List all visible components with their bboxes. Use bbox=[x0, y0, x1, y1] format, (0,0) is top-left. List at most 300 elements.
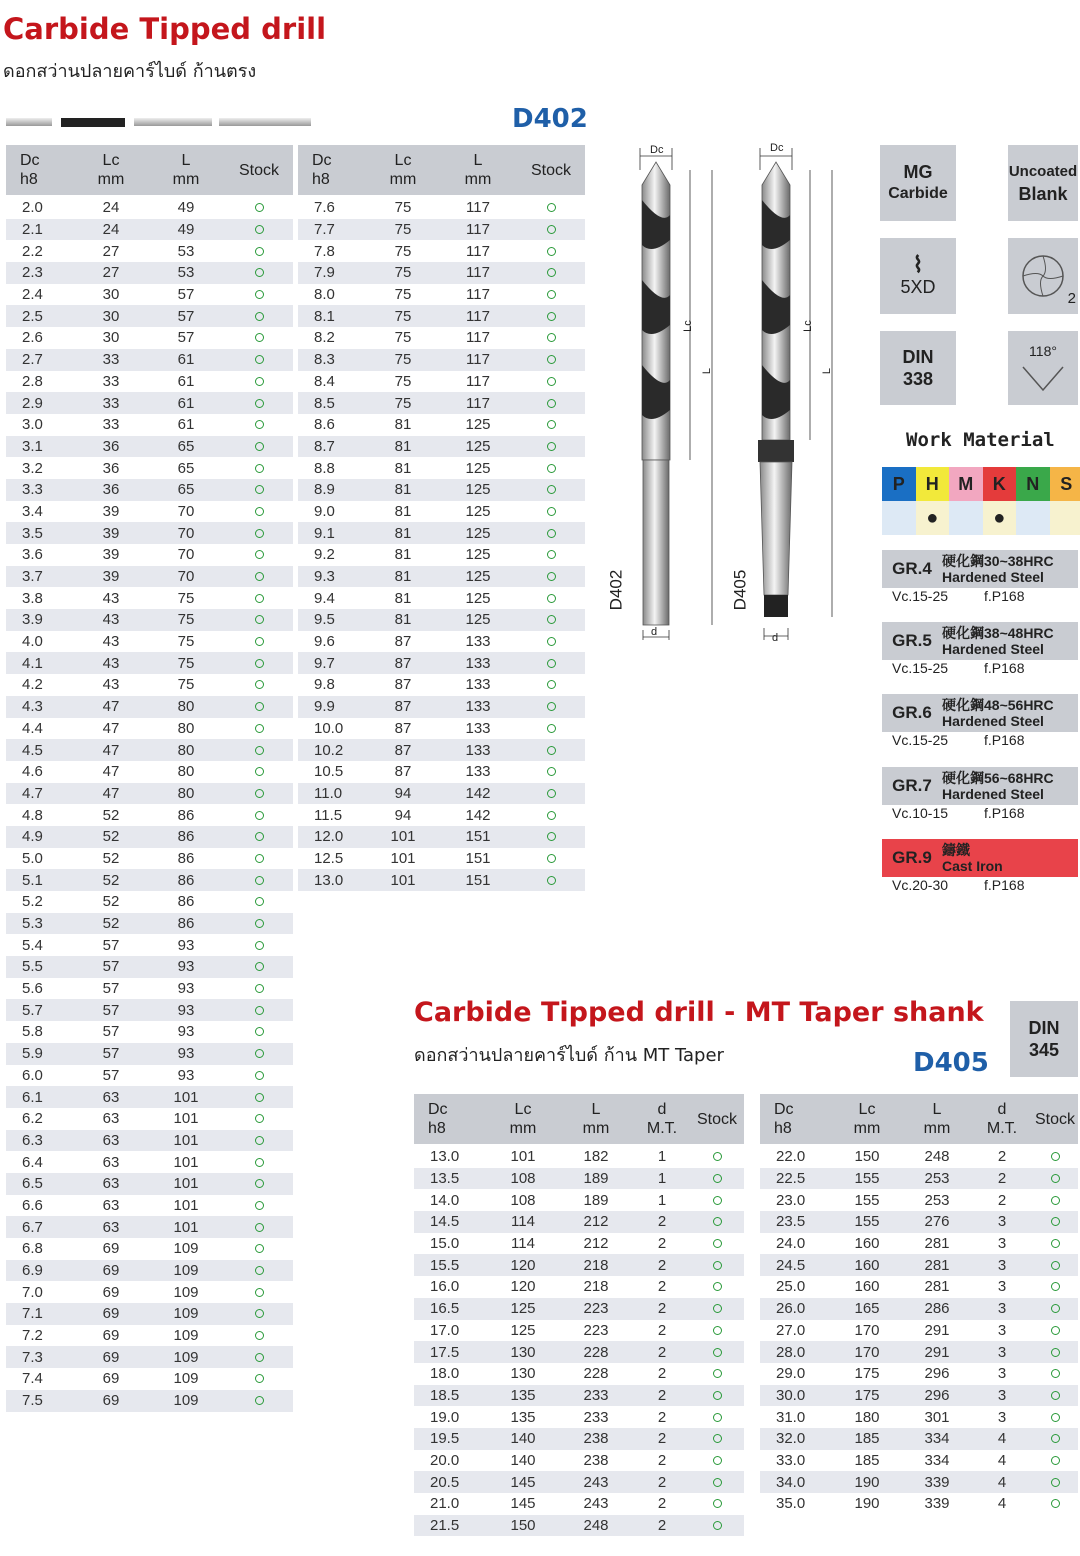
table-cell: 125 bbox=[439, 501, 517, 523]
stock-cell bbox=[1032, 1298, 1078, 1320]
table-cell: 296 bbox=[902, 1385, 972, 1407]
table-cell: 9.2 bbox=[298, 544, 367, 566]
in-stock-icon bbox=[713, 1499, 722, 1508]
table-row bbox=[6, 1216, 293, 1238]
table-cell: 20.0 bbox=[414, 1450, 488, 1472]
in-stock-icon bbox=[255, 203, 264, 212]
in-stock-icon bbox=[255, 464, 264, 473]
table-cell: 36 bbox=[75, 436, 147, 458]
stock-cell bbox=[690, 1298, 744, 1320]
stock-cell bbox=[225, 1303, 293, 1325]
table-cell: 75 bbox=[367, 240, 439, 262]
table-cell: 69 bbox=[75, 1346, 147, 1368]
table-cell: 8.9 bbox=[298, 479, 367, 501]
stock-cell bbox=[690, 1363, 744, 1385]
table-cell: 93 bbox=[147, 999, 225, 1021]
in-stock-icon bbox=[255, 1309, 264, 1318]
in-stock-icon bbox=[255, 507, 264, 516]
stock-cell bbox=[225, 761, 293, 783]
in-stock-icon bbox=[547, 767, 556, 776]
d405-table-left bbox=[414, 1094, 744, 1536]
table-cell: 117 bbox=[439, 240, 517, 262]
stock-cell bbox=[1032, 1211, 1078, 1233]
table-cell: 65 bbox=[147, 436, 225, 458]
in-stock-icon bbox=[713, 1282, 722, 1291]
table-cell: 30 bbox=[75, 284, 147, 306]
table-cell: 24.5 bbox=[760, 1254, 832, 1276]
stock-cell bbox=[225, 1086, 293, 1108]
stock-cell bbox=[690, 1471, 744, 1493]
stock-cell bbox=[517, 305, 585, 327]
stock-cell bbox=[517, 652, 585, 674]
table-cell: 9.5 bbox=[298, 609, 367, 631]
table-cell: 70 bbox=[147, 544, 225, 566]
table-cell: 133 bbox=[439, 696, 517, 718]
table-cell: 6.2 bbox=[6, 1108, 75, 1130]
material-p: P bbox=[882, 467, 916, 501]
in-stock-icon bbox=[255, 919, 264, 928]
grade-block bbox=[882, 694, 1078, 752]
material-k: K bbox=[983, 467, 1017, 501]
table-cell: 281 bbox=[902, 1233, 972, 1255]
in-stock-icon bbox=[713, 1434, 722, 1443]
d405-drawing bbox=[758, 148, 832, 640]
table-cell: 52 bbox=[75, 869, 147, 891]
table-cell: 2 bbox=[634, 1233, 690, 1255]
table-cell: 3.1 bbox=[6, 436, 75, 458]
table-cell: 120 bbox=[488, 1254, 558, 1276]
table-cell: 16.5 bbox=[414, 1298, 488, 1320]
table-row bbox=[298, 869, 585, 891]
in-stock-icon bbox=[255, 1266, 264, 1275]
table-cell: 5.5 bbox=[6, 956, 75, 978]
table-cell: 15.5 bbox=[414, 1254, 488, 1276]
stock-cell bbox=[517, 566, 585, 588]
table-cell: 339 bbox=[902, 1493, 972, 1515]
table-cell: 93 bbox=[147, 978, 225, 1000]
table-row bbox=[6, 934, 293, 956]
table-cell: 133 bbox=[439, 718, 517, 740]
d405-dim-lc: Lc bbox=[801, 320, 814, 332]
table-cell: 75 bbox=[367, 349, 439, 371]
table-row bbox=[414, 1450, 744, 1472]
in-stock-icon bbox=[255, 659, 264, 668]
in-stock-icon bbox=[1051, 1456, 1060, 1465]
table-cell: 223 bbox=[558, 1298, 634, 1320]
grade-jp: 硬化鋼48~56HRC bbox=[942, 697, 1054, 713]
table-cell: 52 bbox=[75, 913, 147, 935]
in-stock-icon bbox=[547, 464, 556, 473]
table-row bbox=[6, 219, 293, 241]
in-stock-icon bbox=[547, 485, 556, 494]
table-cell: 133 bbox=[439, 652, 517, 674]
stock-cell bbox=[690, 1211, 744, 1233]
in-stock-icon bbox=[1051, 1304, 1060, 1313]
col-l bbox=[558, 1094, 634, 1145]
grade-jp: 鑄鐵 bbox=[942, 842, 970, 858]
in-stock-icon bbox=[713, 1369, 722, 1378]
stock-cell bbox=[225, 1368, 293, 1390]
standard-badge-line1: DIN bbox=[902, 347, 934, 367]
table-cell: 13.0 bbox=[414, 1145, 488, 1168]
stock-cell bbox=[690, 1428, 744, 1450]
stock-cell bbox=[1032, 1168, 1078, 1190]
table-cell: 133 bbox=[439, 739, 517, 761]
table-row bbox=[6, 1021, 293, 1043]
d405-drawing-label: D405 bbox=[730, 569, 750, 611]
in-stock-icon bbox=[547, 637, 556, 646]
table-row bbox=[760, 1341, 1078, 1363]
table-cell: 28.0 bbox=[760, 1341, 832, 1363]
in-stock-icon bbox=[547, 268, 556, 277]
table-row bbox=[298, 219, 585, 241]
stock-cell bbox=[225, 1346, 293, 1368]
table-cell: 218 bbox=[558, 1254, 634, 1276]
table-cell: 5.9 bbox=[6, 1043, 75, 1065]
table-cell: 13.0 bbox=[298, 869, 367, 891]
table-cell: 182 bbox=[558, 1145, 634, 1168]
stock-cell bbox=[517, 718, 585, 740]
table-cell: 69 bbox=[75, 1260, 147, 1282]
table-cell: 10.0 bbox=[298, 718, 367, 740]
stock-cell bbox=[225, 891, 293, 913]
in-stock-icon bbox=[255, 442, 264, 451]
grade-jp: 硬化鋼56~68HRC bbox=[942, 770, 1054, 786]
table-cell: 3 bbox=[972, 1298, 1032, 1320]
table-cell: 7.4 bbox=[6, 1368, 75, 1390]
in-stock-icon bbox=[547, 507, 556, 516]
table-cell: 155 bbox=[832, 1189, 902, 1211]
table-row bbox=[298, 718, 585, 740]
in-stock-icon bbox=[255, 962, 264, 971]
table-cell: 2 bbox=[972, 1168, 1032, 1190]
table-cell: 114 bbox=[488, 1233, 558, 1255]
table-row bbox=[298, 240, 585, 262]
table-cell: 334 bbox=[902, 1450, 972, 1472]
table-cell: 6.0 bbox=[6, 1065, 75, 1087]
stock-cell bbox=[225, 1043, 293, 1065]
table-cell: 189 bbox=[558, 1168, 634, 1190]
col-l-label: L bbox=[591, 1101, 601, 1118]
table-cell: 75 bbox=[367, 327, 439, 349]
table-row bbox=[6, 414, 293, 436]
stock-cell bbox=[690, 1233, 744, 1255]
in-stock-icon bbox=[713, 1478, 722, 1487]
table-cell: 2 bbox=[634, 1320, 690, 1342]
table-cell: 2.5 bbox=[6, 305, 75, 327]
table-cell: 75 bbox=[367, 371, 439, 393]
table-cell: 175 bbox=[832, 1363, 902, 1385]
table-cell: 101 bbox=[147, 1216, 225, 1238]
table-cell: 43 bbox=[75, 587, 147, 609]
in-stock-icon bbox=[255, 485, 264, 494]
stock-cell bbox=[690, 1406, 744, 1428]
d402-dim-lc: Lc bbox=[681, 320, 694, 332]
in-stock-icon bbox=[1051, 1174, 1060, 1183]
d402-dim-dc: Dc bbox=[650, 144, 664, 156]
material-s: S bbox=[1050, 467, 1080, 501]
coating-badge-line1: Uncoated bbox=[1008, 163, 1078, 180]
table-cell: 57 bbox=[147, 284, 225, 306]
table-cell: 117 bbox=[439, 284, 517, 306]
table-cell: 4 bbox=[972, 1450, 1032, 1472]
table-cell: 108 bbox=[488, 1189, 558, 1211]
stock-cell bbox=[225, 544, 293, 566]
table-row bbox=[298, 284, 585, 306]
material-mark-cell bbox=[1016, 501, 1050, 535]
table-row bbox=[6, 1390, 293, 1412]
table-cell: 248 bbox=[558, 1515, 634, 1537]
material-m: M bbox=[949, 467, 983, 501]
table-cell: 109 bbox=[147, 1325, 225, 1347]
col-stock bbox=[517, 145, 585, 196]
stock-cell bbox=[225, 240, 293, 262]
table-cell: 117 bbox=[439, 371, 517, 393]
in-stock-icon bbox=[1051, 1326, 1060, 1335]
col-d-unit: M.T. bbox=[986, 1120, 1018, 1137]
table-row bbox=[6, 1086, 293, 1108]
table-row bbox=[6, 1173, 293, 1195]
table-cell: 47 bbox=[75, 783, 147, 805]
table-row bbox=[6, 305, 293, 327]
col-l-unit: mm bbox=[172, 171, 200, 188]
table-cell: 243 bbox=[558, 1471, 634, 1493]
table-cell: 2.7 bbox=[6, 349, 75, 371]
in-stock-icon bbox=[255, 1288, 264, 1297]
grade-header bbox=[882, 767, 1078, 805]
table-row bbox=[6, 1195, 293, 1217]
table-cell: 155 bbox=[832, 1168, 902, 1190]
table-row bbox=[414, 1363, 744, 1385]
table-row bbox=[298, 479, 585, 501]
table-cell: 47 bbox=[75, 696, 147, 718]
work-material-marks bbox=[882, 501, 1080, 535]
table-row bbox=[6, 891, 293, 913]
table-cell: 212 bbox=[558, 1233, 634, 1255]
table-row bbox=[414, 1341, 744, 1363]
d405-dim-dc: Dc bbox=[770, 142, 784, 154]
in-stock-icon bbox=[255, 1353, 264, 1362]
in-stock-icon bbox=[1051, 1261, 1060, 1270]
stock-cell bbox=[225, 1065, 293, 1087]
stock-cell bbox=[1032, 1254, 1078, 1276]
table-cell: 5.0 bbox=[6, 848, 75, 870]
stock-cell bbox=[517, 196, 585, 219]
table-row bbox=[6, 371, 293, 393]
table-cell: 2 bbox=[634, 1341, 690, 1363]
stock-cell bbox=[225, 349, 293, 371]
table-cell: 14.0 bbox=[414, 1189, 488, 1211]
table-cell: 117 bbox=[439, 305, 517, 327]
col-dc bbox=[760, 1094, 832, 1145]
in-stock-icon bbox=[547, 615, 556, 624]
table-cell: 253 bbox=[902, 1168, 972, 1190]
table-cell: 57 bbox=[75, 1021, 147, 1043]
table-cell: 65 bbox=[147, 457, 225, 479]
table-cell: 75 bbox=[367, 219, 439, 241]
table-row bbox=[6, 196, 293, 219]
stock-cell bbox=[225, 436, 293, 458]
table-row bbox=[298, 436, 585, 458]
table-row bbox=[414, 1515, 744, 1537]
table-cell: 43 bbox=[75, 652, 147, 674]
coating-badge bbox=[1008, 145, 1078, 221]
table-cell: 4.1 bbox=[6, 652, 75, 674]
table-cell: 11.5 bbox=[298, 804, 367, 826]
grade-feed: f.P168 bbox=[984, 732, 1025, 748]
table-cell: 23.5 bbox=[760, 1211, 832, 1233]
stock-cell bbox=[517, 761, 585, 783]
table-cell: 4.7 bbox=[6, 783, 75, 805]
col-lc bbox=[488, 1094, 558, 1145]
table-cell: 3 bbox=[972, 1233, 1032, 1255]
table-cell: 133 bbox=[439, 674, 517, 696]
table-cell: 47 bbox=[75, 718, 147, 740]
d405-code: D405 bbox=[913, 1048, 989, 1078]
grade-vc: Vc.20-30 bbox=[892, 877, 949, 893]
material-mark-cell bbox=[882, 501, 916, 535]
table-cell: 39 bbox=[75, 501, 147, 523]
table-cell: 81 bbox=[367, 501, 439, 523]
stock-cell bbox=[690, 1254, 744, 1276]
table-row bbox=[414, 1211, 744, 1233]
table-row bbox=[298, 739, 585, 761]
table-cell: 165 bbox=[832, 1298, 902, 1320]
table-cell: 4.3 bbox=[6, 696, 75, 718]
table-cell: 69 bbox=[75, 1303, 147, 1325]
in-stock-icon bbox=[255, 247, 264, 256]
stock-cell bbox=[517, 609, 585, 631]
grade-en: Hardened Steel bbox=[942, 713, 1044, 729]
in-stock-icon bbox=[255, 637, 264, 646]
stock-cell bbox=[517, 414, 585, 436]
in-stock-icon bbox=[255, 789, 264, 798]
col-dc-unit: h8 bbox=[312, 171, 330, 188]
in-stock-icon bbox=[1051, 1239, 1060, 1248]
table-cell: 63 bbox=[75, 1108, 147, 1130]
table-cell: 6.9 bbox=[6, 1260, 75, 1282]
table-cell: 140 bbox=[488, 1428, 558, 1450]
table-cell: 33 bbox=[75, 371, 147, 393]
standard-badge bbox=[880, 331, 956, 405]
col-d bbox=[972, 1094, 1032, 1145]
col-l-unit: mm bbox=[923, 1120, 951, 1137]
stock-cell bbox=[517, 262, 585, 284]
table-cell: 33 bbox=[75, 349, 147, 371]
material-badge-line1: MG bbox=[903, 162, 933, 182]
grade-desc bbox=[942, 553, 1054, 585]
table-cell: 22.0 bbox=[760, 1145, 832, 1168]
table-cell: 87 bbox=[367, 652, 439, 674]
table-row bbox=[760, 1493, 1078, 1515]
table-cell: 125 bbox=[439, 436, 517, 458]
table-cell: 57 bbox=[75, 999, 147, 1021]
table-row bbox=[6, 392, 293, 414]
table-cell: 145 bbox=[488, 1493, 558, 1515]
table-cell: 17.5 bbox=[414, 1341, 488, 1363]
table-row bbox=[298, 804, 585, 826]
in-stock-icon bbox=[255, 1158, 264, 1167]
stock-cell bbox=[517, 804, 585, 826]
table-cell: 7.0 bbox=[6, 1281, 75, 1303]
table-cell: 39 bbox=[75, 544, 147, 566]
table-header-row bbox=[298, 145, 585, 196]
table-cell: 75 bbox=[367, 305, 439, 327]
table-cell: 81 bbox=[367, 522, 439, 544]
table-row bbox=[298, 501, 585, 523]
table-cell: 21.0 bbox=[414, 1493, 488, 1515]
table-cell: 61 bbox=[147, 392, 225, 414]
d402-dim-l: L bbox=[701, 367, 714, 375]
table-row bbox=[6, 1108, 293, 1130]
col-dc-label: Dc bbox=[774, 1101, 794, 1118]
table-cell: 69 bbox=[75, 1390, 147, 1412]
table-cell: 253 bbox=[902, 1189, 972, 1211]
in-stock-icon bbox=[1051, 1391, 1060, 1400]
table-cell: 20.5 bbox=[414, 1471, 488, 1493]
table-cell: 4.0 bbox=[6, 631, 75, 653]
in-stock-icon bbox=[255, 225, 264, 234]
in-stock-icon bbox=[713, 1521, 722, 1530]
table-cell: 4.9 bbox=[6, 826, 75, 848]
material-mark-cell bbox=[949, 501, 983, 535]
table-cell: 3 bbox=[972, 1363, 1032, 1385]
material-n: N bbox=[1016, 467, 1050, 501]
table-cell: 2.2 bbox=[6, 240, 75, 262]
in-stock-icon bbox=[1051, 1369, 1060, 1378]
stock-cell bbox=[225, 1238, 293, 1260]
table-cell: 9.0 bbox=[298, 501, 367, 523]
col-d-unit: M.T. bbox=[646, 1120, 678, 1137]
in-stock-icon bbox=[255, 1179, 264, 1188]
stock-cell bbox=[517, 587, 585, 609]
table-cell: 133 bbox=[439, 761, 517, 783]
table-cell: 52 bbox=[75, 848, 147, 870]
din345-line2: 345 bbox=[1028, 1040, 1060, 1060]
stock-cell bbox=[225, 327, 293, 349]
stock-cell bbox=[225, 587, 293, 609]
in-stock-icon bbox=[547, 789, 556, 798]
table-cell: 2.3 bbox=[6, 262, 75, 284]
stock-cell bbox=[225, 219, 293, 241]
table-cell: 57 bbox=[75, 978, 147, 1000]
table-cell: 185 bbox=[832, 1428, 902, 1450]
in-stock-icon bbox=[255, 1331, 264, 1340]
table-row bbox=[6, 804, 293, 826]
in-stock-icon bbox=[255, 941, 264, 950]
stock-cell bbox=[517, 631, 585, 653]
table-cell: 6.8 bbox=[6, 1238, 75, 1260]
table-row bbox=[298, 414, 585, 436]
stock-cell bbox=[517, 284, 585, 306]
table-row bbox=[6, 1368, 293, 1390]
in-stock-icon bbox=[255, 1093, 264, 1102]
table-row bbox=[298, 349, 585, 371]
stock-cell bbox=[225, 1325, 293, 1347]
table-cell: 6.4 bbox=[6, 1151, 75, 1173]
col-lc bbox=[832, 1094, 902, 1145]
table-cell: 63 bbox=[75, 1086, 147, 1108]
table-row bbox=[6, 718, 293, 740]
table-cell: 53 bbox=[147, 240, 225, 262]
table-cell: 233 bbox=[558, 1385, 634, 1407]
in-stock-icon bbox=[1051, 1499, 1060, 1508]
col-lc-label: Lc bbox=[394, 152, 412, 169]
table-cell: 101 bbox=[147, 1086, 225, 1108]
table-cell: 117 bbox=[439, 262, 517, 284]
table-cell: 109 bbox=[147, 1260, 225, 1282]
table-cell: 4.8 bbox=[6, 804, 75, 826]
